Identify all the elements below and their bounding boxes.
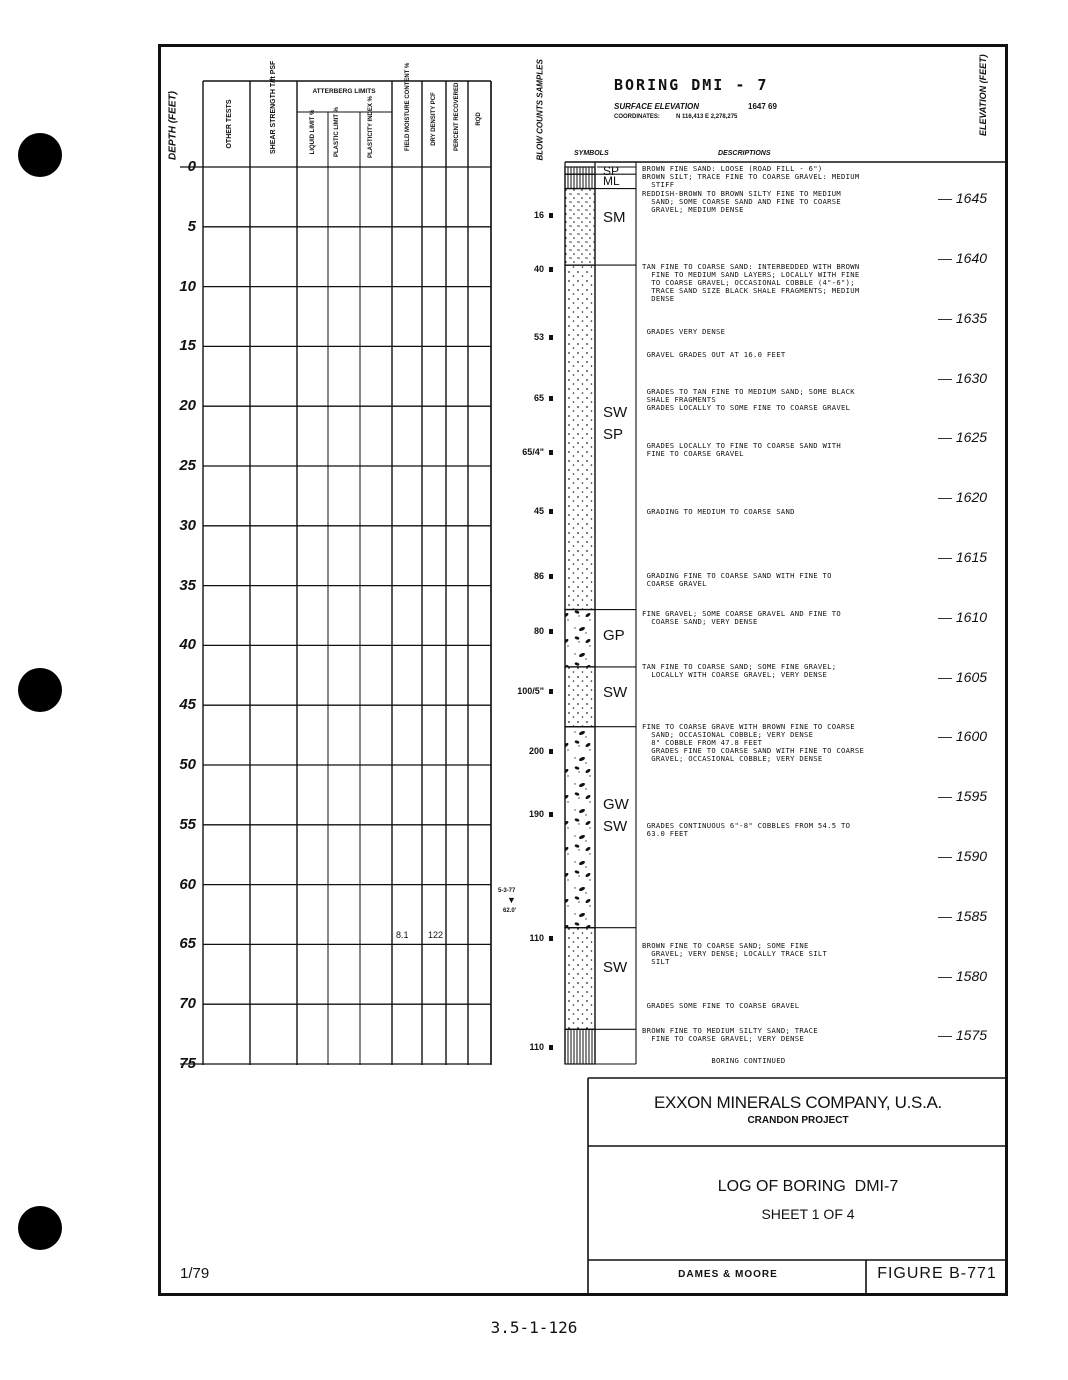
soil-description-7: GRADES LOCALLY TO FINE TO COARSE SAND WITH FINE TO COARSE GRAVEL (646, 441, 841, 459)
depth-label-10: 10 (179, 277, 196, 295)
blow-count-0: 16 (533, 209, 544, 220)
soil-description-1: BROWN SILT; TRACE FINE TO COARSE GRAVEL: MEDIUM STIFF (642, 171, 860, 189)
elevation-label-1620: — 1620 (938, 489, 988, 506)
blow-count-3: 65 (533, 392, 544, 403)
depth-label-70: 70 (179, 995, 196, 1013)
header-plasticity-index: PLASTICITY INDEX % (368, 96, 374, 158)
elevation-label-1575: — 1575 (938, 1027, 988, 1044)
depth-label-25: 25 (179, 457, 196, 474)
soil-description-16: BROWN FINE TO MEDIUM SILTY SAND; TRACE FINE TO COARSE GRAVEL; VERY DENSE (642, 1025, 818, 1043)
header-moisture-content: FIELD MOISTURE CONTENT % (405, 62, 411, 151)
sample-marker (549, 396, 553, 401)
surface-elevation-value: 1647 69 (748, 102, 777, 111)
elevation-label-1630: — 1630 (938, 369, 988, 386)
depth-label-20: 20 (179, 397, 196, 415)
coordinates-label: COORDINATES: (614, 114, 660, 120)
sample-marker (549, 749, 553, 754)
firm-name: DAMES & MOORE (678, 1269, 778, 1280)
sample-marker (549, 1045, 553, 1050)
header-atterberg-limits: ATTERBERG LIMITS (312, 88, 376, 95)
blow-count-10: 190 (528, 809, 544, 820)
header-other-tests: OTHER TESTS (226, 99, 233, 149)
blow-count-11: 110 (529, 933, 544, 944)
elevation-label-1645: — 1645 (938, 190, 988, 207)
header-percent-recovered: PERCENT RECOVERED (454, 82, 460, 151)
figure-number: FIGURE B-771 (877, 1265, 997, 1282)
depth-label-45: 45 (179, 696, 196, 714)
soil-symbol-2: SM (603, 209, 626, 227)
soil-description-10: FINE GRAVEL; SOME COARSE GRAVEL AND FINE TO COARSE SAND; VERY DENSE (642, 608, 841, 626)
moisture-value: 8.1 (396, 930, 409, 940)
depth-axis-title: DEPTH (FEET) (167, 91, 179, 160)
sample-marker (549, 267, 553, 272)
sample-marker (549, 689, 553, 694)
coordinates-value: N 116,413 E 2,278,275 (676, 114, 738, 120)
depth-label-5: 5 (187, 217, 196, 235)
blow-count-4: 65/4" (522, 446, 544, 457)
soil-description-15: GRADES SOME FINE TO COARSE GRAVEL (642, 1000, 800, 1010)
blow-count-7: 80 (533, 626, 544, 637)
depth-label-60: 60 (179, 875, 196, 893)
soil-symbol-7: SW (603, 959, 628, 977)
soil-description-13: GRADES CONTINUOUS 6"-8" COBBLES FROM 54.5 TO 63.0 FEET (646, 821, 851, 839)
sample-marker (549, 812, 553, 817)
soil-description-11: TAN FINE TO COARSE SAND; SOME FINE GRAVEL; LOCALLY WITH COARSE GRAVEL; VERY DENSE (642, 662, 837, 680)
soil-symbol-1: ML (603, 174, 620, 189)
header-blow-counts: BLOW COUNTS SAMPLES (535, 59, 545, 161)
depth-label-40: 40 (179, 636, 196, 654)
soil-description-2: REDDISH-BROWN TO BROWN SILTY FINE TO MEDIUM SAND; SOME COARSE SAND AND FINE TO COARSE GRAVEL; MEDIUM DENSE (642, 188, 841, 214)
soil-description-14: BROWN FINE TO COARSE SAND; SOME FINE GRAVEL; VERY DENSE; LOCALLY TRACE SILT SILT (642, 941, 828, 966)
header-rqd: RQD (476, 112, 482, 126)
soil-description-4: GRADES VERY DENSE (642, 327, 726, 337)
sample-marker (549, 574, 553, 579)
page-number: 3.5-1-126 (490, 1318, 578, 1337)
depth-label-0: 0 (187, 158, 196, 175)
soil-symbol-3: SW SP (603, 404, 628, 444)
boring-title: BORING DMI - 7 (614, 76, 769, 94)
elevation-label-1640: — 1640 (938, 249, 988, 266)
dry-density-value: 122 (428, 930, 444, 940)
soil-symbol-4: GP (603, 626, 625, 644)
soil-symbol-5: SW (603, 684, 628, 702)
blow-count-8: 100/5" (517, 685, 544, 696)
elevation-axis-title: ELEVATION (FEET) (978, 54, 988, 136)
blow-count-6: 86 (533, 571, 544, 582)
soil-description-0: BROWN FINE SAND: LOOSE (ROAD FILL - 6") (642, 163, 823, 173)
blow-count-2: 53 (533, 331, 544, 342)
symbols-header: SYMBOLS (574, 150, 609, 157)
depth-label-55: 55 (179, 815, 196, 833)
elevation-label-1635: — 1635 (938, 309, 988, 326)
elevation-label-1610: — 1610 (938, 608, 988, 625)
log-title: LOG OF BORING DMI-7 (717, 1178, 899, 1195)
elevation-label-1595: — 1595 (938, 788, 988, 805)
soil-symbol-6: GW SW (603, 796, 629, 836)
date-code: 1/79 (180, 1265, 210, 1282)
soil-description-6: GRADES TO TAN FINE TO MEDIUM SAND; SOME BLACK SHALE FRAGMENTS GRADES LOCALLY TO SOME FINE TO COARSE GRAVEL (646, 387, 855, 413)
elevation-label-1585: — 1585 (938, 907, 988, 924)
depth-label-35: 35 (179, 576, 196, 594)
water-level-date: 5-3-77 (498, 888, 516, 894)
company-name: EXXON MINERALS COMPANY, U.S.A. (654, 1093, 942, 1112)
soil-description-8: GRADING TO MEDIUM TO COARSE SAND (642, 506, 795, 516)
header-shear-strength: SHEAR STRENGTH T/ft PSF (270, 60, 277, 154)
depth-label-75: 75 (179, 1055, 196, 1072)
sample-marker (549, 629, 553, 634)
blow-count-5: 45 (533, 506, 544, 517)
soil-description-3: TAN FINE TO COARSE SAND: INTERBEDDED WITH BROWN FINE TO MEDIUM SAND LAYERS; LOCALLY WITH FINE TO COARSE GRAVEL; OCCASIONAL COBBLE (4"-6"); TRACE SAND SIZE BLACK SHALE FRAGMENTS; MEDIUM DENSE (642, 261, 860, 303)
water-level-icon: ▼ (507, 895, 516, 905)
header-dry-density: DRY DENSITY PCF (431, 92, 437, 146)
elevation-label-1580: — 1580 (938, 967, 988, 984)
depth-label-65: 65 (179, 935, 196, 953)
depth-label-50: 50 (179, 756, 196, 773)
soil-description-5: GRAVEL GRADES OUT AT 16.0 FEET (642, 350, 786, 360)
descriptions-header: DESCRIPTIONS (718, 150, 771, 157)
blow-count-1: 40 (533, 263, 544, 274)
soil-description-17: BORING CONTINUED (642, 1055, 786, 1065)
elevation-label-1600: — 1600 (938, 728, 988, 745)
blow-count-9: 200 (528, 745, 544, 756)
soil-symbol-0: SP (603, 163, 620, 178)
elevation-label-1615: — 1615 (938, 548, 988, 565)
surface-elevation-label: SURFACE ELEVATION (614, 102, 700, 111)
sample-marker (549, 509, 553, 514)
sheet-number: SHEET 1 OF 4 (761, 1206, 855, 1222)
sample-marker (549, 335, 553, 340)
depth-label-30: 30 (179, 516, 196, 534)
project-name: CRANDON PROJECT (747, 1115, 849, 1126)
soil-description-12: FINE TO COARSE GRAVE WITH BROWN FINE TO COARSE SAND; OCCASIONAL COBBLE; VERY DENSE 8" COBBLE FROM 47.8 FEET GRADES FINE TO COARSE SAND WITH FINE TO COARSE GRAVEL; OCCASIONAL COBBLE; VERY DENSE (642, 722, 865, 764)
header-liquid-limit: LIQUID LIMIT % (310, 109, 316, 155)
blow-count-12: 110 (529, 1042, 544, 1053)
elevation-label-1625: — 1625 (938, 429, 988, 446)
sample-marker (549, 213, 553, 218)
header-plastic-limit: PLASTIC LIMIT % (334, 107, 340, 157)
elevation-label-1605: — 1605 (938, 668, 988, 685)
elevation-label-1590: — 1590 (938, 847, 988, 864)
sample-marker (549, 450, 553, 455)
sample-marker (549, 936, 553, 941)
water-level-depth: 62.0' (503, 908, 517, 914)
soil-description-9: GRADING FINE TO COARSE SAND WITH FINE TO COARSE GRAVEL (646, 571, 832, 589)
depth-label-15: 15 (179, 337, 196, 355)
